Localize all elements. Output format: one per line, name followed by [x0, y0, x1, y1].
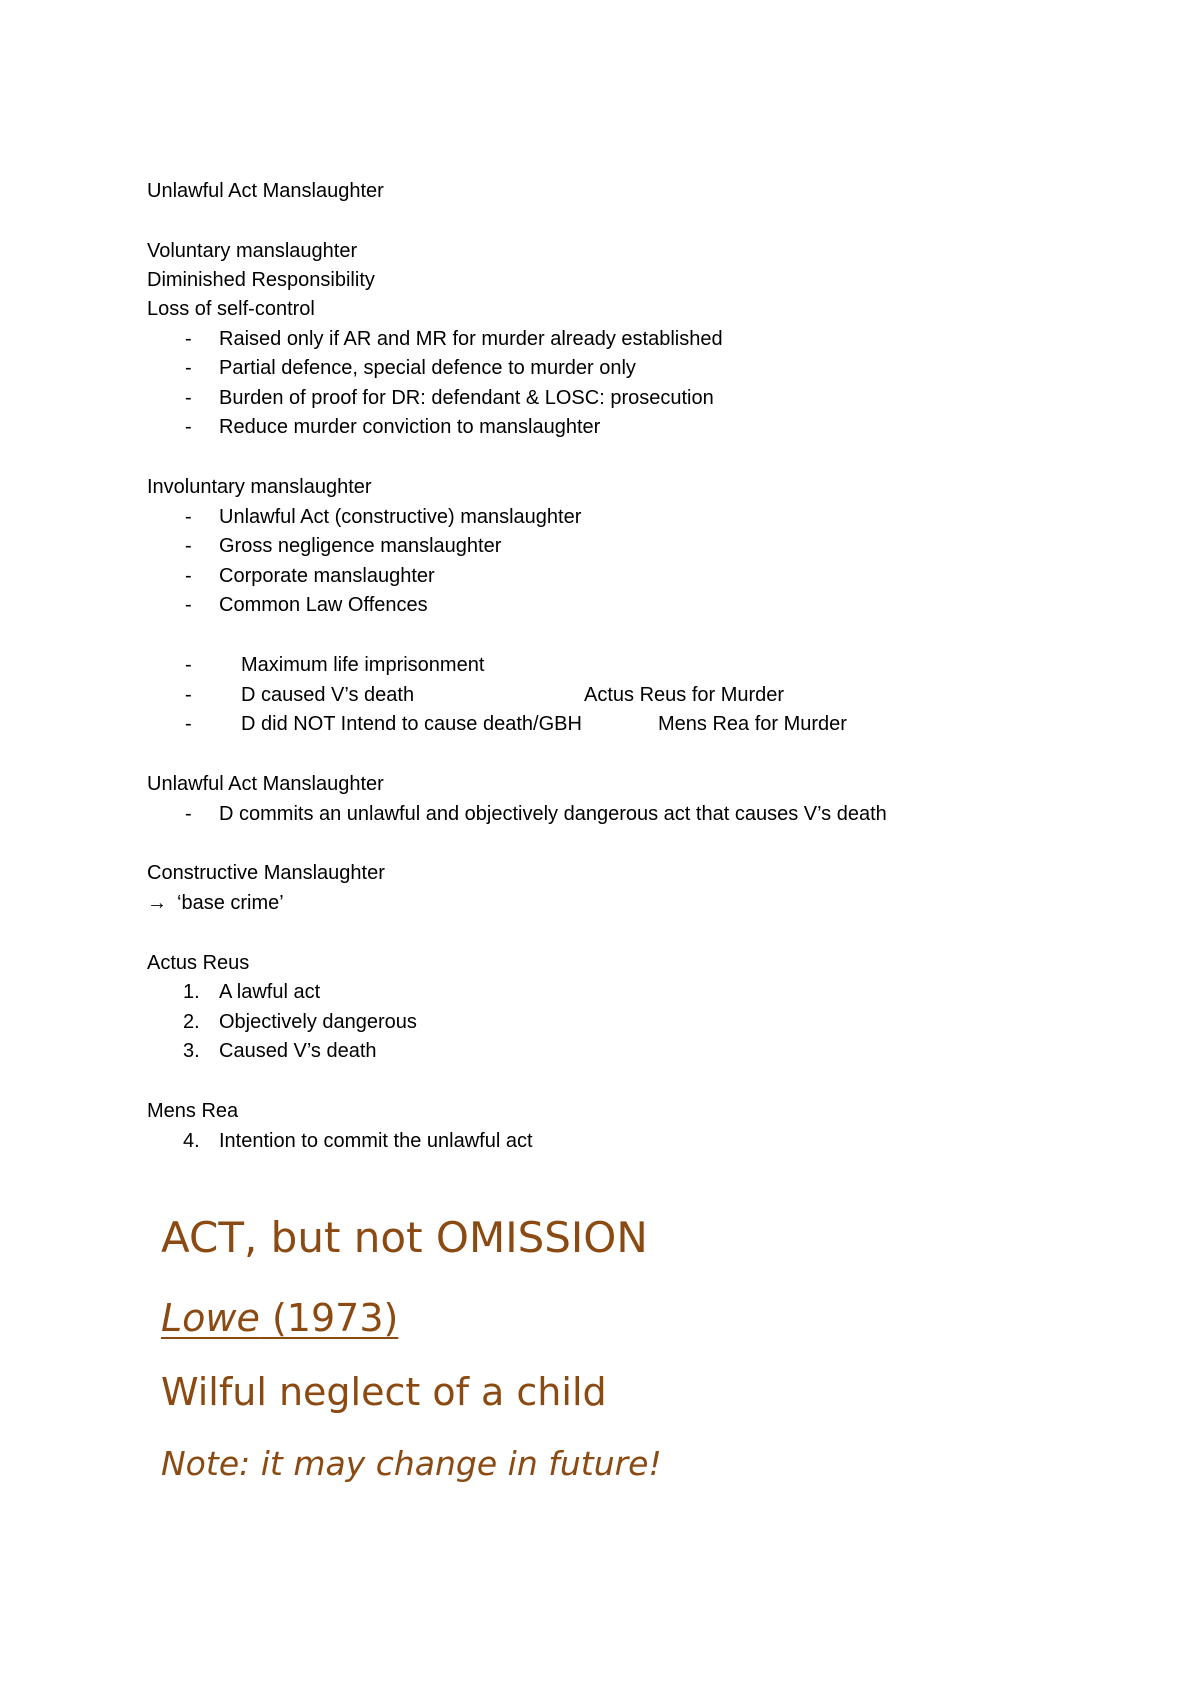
bullet-dash: -: [185, 565, 192, 587]
involuntary-bullet-2: Gross negligence manslaughter: [219, 535, 502, 557]
bullet-dash: -: [185, 416, 192, 438]
list-number: 2.: [183, 1011, 200, 1033]
list-number: 1.: [183, 981, 200, 1003]
case-description: Wilful neglect of a child: [161, 1370, 607, 1414]
bullet-dash: -: [185, 328, 192, 350]
bullet-dash: -: [185, 506, 192, 528]
slide-note: Note: it may change in future!: [161, 1444, 662, 1483]
element-right-2: Actus Reus for Murder: [584, 684, 785, 706]
actus-reus-item-2: Objectively dangerous: [219, 1011, 417, 1033]
case-name: Lowe: [161, 1296, 260, 1340]
actus-reus-heading: Actus Reus: [147, 952, 250, 974]
element-left-2: D caused V’s death: [241, 684, 415, 706]
bullet-dash: -: [185, 535, 192, 557]
bullet-dash: -: [185, 684, 192, 706]
involuntary-bullet-3: Corporate manslaughter: [219, 565, 435, 587]
actus-reus-item-1: A lawful act: [219, 981, 321, 1003]
constructive-heading: Constructive Manslaughter: [147, 862, 385, 884]
mens-rea-item-1: Intention to commit the unlawful act: [219, 1130, 533, 1152]
diminished-responsibility-heading: Diminished Responsibility: [147, 269, 375, 291]
doc-title: Unlawful Act Manslaughter: [147, 180, 384, 202]
element-right-3: Mens Rea for Murder: [658, 713, 847, 735]
case-citation: [161, 1296, 398, 1340]
list-number: 4.: [183, 1130, 200, 1152]
involuntary-bullet-4: Common Law Offences: [219, 594, 428, 616]
mens-rea-heading: Mens Rea: [147, 1100, 239, 1122]
bullet-dash: -: [185, 387, 192, 409]
bullet-dash: -: [185, 803, 192, 825]
unlawful-act-bullet: D commits an unlawful and objectively dangerous act that causes V’s death: [219, 803, 887, 825]
arrow-icon: →: [147, 892, 167, 914]
loss-of-control-heading: Loss of self-control: [147, 298, 315, 320]
bullet-dash: -: [185, 594, 192, 616]
involuntary-heading: Involuntary manslaughter: [147, 476, 372, 498]
bullet-dash: -: [185, 713, 192, 735]
case-year: (1973): [259, 1296, 399, 1340]
base-crime-note: ‘base crime’: [177, 892, 284, 914]
voluntary-bullet-2: Partial defence, special defence to murder only: [219, 357, 636, 379]
element-left-3: D did NOT Intend to cause death/GBH: [241, 713, 582, 735]
element-left-1: Maximum life imprisonment: [241, 654, 485, 676]
voluntary-bullet-3: Burden of proof for DR: defendant & LOSC: prosecution: [219, 387, 714, 409]
unlawful-act-heading: Unlawful Act Manslaughter: [147, 773, 384, 795]
bullet-dash: -: [185, 357, 192, 379]
voluntary-bullet-1: Raised only if AR and MR for murder already established: [219, 328, 723, 350]
bullet-dash: -: [185, 654, 192, 676]
list-number: 3.: [183, 1040, 200, 1062]
voluntary-heading: Voluntary manslaughter: [147, 240, 358, 262]
voluntary-bullet-4: Reduce murder conviction to manslaughter: [219, 416, 601, 438]
involuntary-bullet-1: Unlawful Act (constructive) manslaughter: [219, 506, 582, 528]
actus-reus-item-3: Caused V’s death: [219, 1040, 377, 1062]
slide-headline: ACT, but not OMISSION: [161, 1213, 648, 1262]
